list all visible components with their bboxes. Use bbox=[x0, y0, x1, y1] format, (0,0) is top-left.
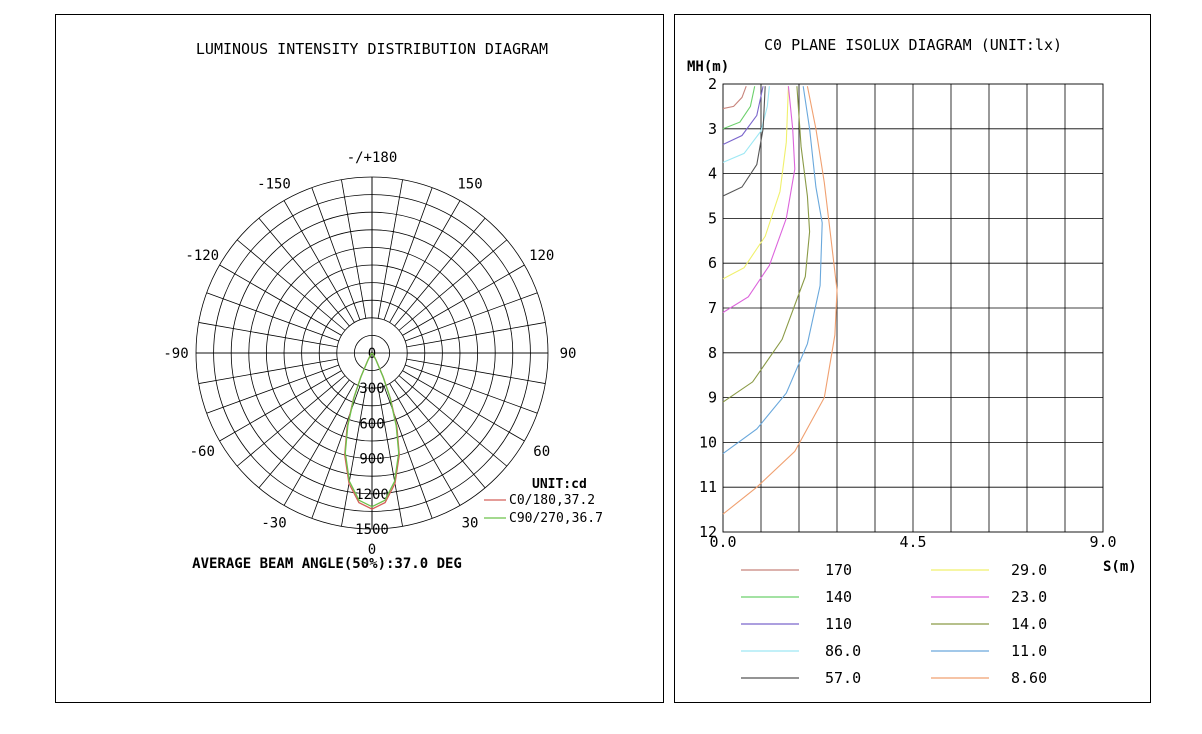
isolux-y-tick: 3 bbox=[707, 119, 717, 138]
polar-footer: AVERAGE BEAM ANGLE(50%):37.0 DEG bbox=[192, 556, 462, 572]
polar-angle-label: 90 bbox=[559, 346, 577, 362]
polar-grid-spoke bbox=[284, 383, 354, 505]
isolux-legend-label: 110 bbox=[825, 615, 853, 633]
polar-angle-label: -150 bbox=[257, 176, 291, 193]
isolux-xlabel: S(m) bbox=[1103, 559, 1137, 575]
polar-angle-label: -90 bbox=[163, 346, 189, 362]
polar-chart bbox=[56, 15, 665, 704]
isolux-y-tick: 5 bbox=[707, 209, 717, 228]
polar-grid-spoke bbox=[384, 188, 432, 320]
polar-grid-spoke bbox=[220, 265, 342, 335]
polar-grid-spoke bbox=[390, 201, 460, 323]
polar-grid-spoke bbox=[407, 322, 546, 346]
isolux-y-tick: 11 bbox=[698, 478, 717, 497]
isolux-panel bbox=[674, 14, 1151, 703]
polar-unit-label: UNIT:cd bbox=[532, 477, 587, 492]
isolux-contour-4 bbox=[723, 86, 769, 162]
polar-legend-entry: C90/270,36.7 bbox=[509, 511, 603, 526]
isolux-contour-7 bbox=[723, 86, 795, 312]
polar-title: LUMINOUS INTENSITY DISTRIBUTION DIAGRAM bbox=[195, 40, 549, 58]
polar-grid-spoke bbox=[378, 180, 402, 319]
polar-grid-spoke bbox=[237, 240, 345, 331]
polar-grid-spoke bbox=[402, 371, 524, 441]
isolux-y-tick: 9 bbox=[707, 388, 717, 407]
polar-angle-label: -120 bbox=[185, 248, 220, 264]
polar-grid-spoke bbox=[237, 376, 345, 467]
isolux-contour-1 bbox=[723, 86, 746, 108]
polar-grid-spoke bbox=[405, 365, 537, 413]
isolux-y-tick: 10 bbox=[698, 433, 717, 452]
polar-grid-spoke bbox=[399, 240, 507, 331]
polar-angle-label: -/+180 bbox=[346, 150, 398, 166]
isolux-y-tick: 8 bbox=[707, 343, 717, 362]
isolux-y-tick: 2 bbox=[707, 75, 717, 93]
isolux-legend-label: 8.60 bbox=[1011, 669, 1048, 687]
polar-grid-spoke bbox=[259, 218, 350, 326]
polar-grid-spoke bbox=[207, 293, 339, 341]
polar-grid-spoke bbox=[405, 293, 537, 341]
polar-angle-label: 60 bbox=[533, 444, 551, 460]
polar-grid-spoke bbox=[399, 376, 507, 467]
isolux-legend-label: 170 bbox=[825, 561, 853, 579]
isolux-x-tick: 4.5 bbox=[899, 533, 927, 551]
polar-angle-label: 150 bbox=[457, 176, 483, 193]
polar-angle-label: 0 bbox=[367, 542, 377, 558]
polar-grid-spoke bbox=[395, 380, 486, 488]
polar-radial-tick: 0 bbox=[367, 346, 377, 362]
polar-grid-spoke bbox=[402, 265, 524, 335]
isolux-y-tick: 6 bbox=[707, 254, 717, 273]
polar-grid-spoke bbox=[312, 188, 360, 320]
isolux-x-tick: 0.0 bbox=[709, 533, 737, 551]
isolux-contour-8 bbox=[723, 86, 810, 402]
isolux-x-tick: 9.0 bbox=[1089, 533, 1117, 551]
isolux-legend-label: 140 bbox=[825, 588, 853, 606]
isolux-legend-label: 57.0 bbox=[825, 669, 862, 687]
isolux-legend-label: 23.0 bbox=[1011, 588, 1048, 606]
isolux-y-tick: 4 bbox=[707, 164, 717, 183]
luminous-intensity-panel bbox=[55, 14, 664, 703]
polar-grid-spoke bbox=[207, 365, 339, 413]
isolux-legend-label: 14.0 bbox=[1011, 615, 1048, 633]
polar-grid-spoke bbox=[395, 218, 486, 326]
polar-grid-spoke bbox=[407, 359, 546, 383]
polar-radial-tick: 300 bbox=[359, 381, 385, 398]
polar-grid-spoke bbox=[390, 383, 460, 505]
polar-grid-spoke bbox=[284, 201, 354, 323]
polar-radial-tick: 600 bbox=[359, 416, 385, 433]
isolux-contour-10 bbox=[723, 86, 837, 514]
polar-radial-tick: 1500 bbox=[355, 522, 389, 538]
polar-grid-spoke bbox=[199, 322, 338, 346]
isolux-y-tick: 12 bbox=[698, 523, 717, 541]
isolux-legend-label: 29.0 bbox=[1011, 561, 1048, 579]
polar-angle-label: 30 bbox=[461, 515, 479, 532]
isolux-chart bbox=[675, 15, 1152, 704]
polar-legend-entry: C0/180,37.2 bbox=[509, 493, 596, 508]
polar-grid-spoke bbox=[259, 380, 350, 488]
polar-grid-spoke bbox=[220, 371, 342, 441]
polar-grid-spoke bbox=[199, 359, 338, 383]
polar-angle-label: -60 bbox=[189, 444, 215, 460]
isolux-contour-6 bbox=[723, 86, 788, 279]
isolux-y-tick: 7 bbox=[707, 299, 717, 317]
polar-radial-tick: 900 bbox=[359, 451, 385, 468]
polar-angle-label: 120 bbox=[529, 248, 555, 264]
isolux-legend-label: 86.0 bbox=[825, 642, 862, 660]
isolux-ylabel: MH(m) bbox=[687, 59, 730, 75]
polar-radial-tick: 1200 bbox=[355, 486, 389, 503]
polar-grid-spoke bbox=[341, 180, 365, 319]
isolux-title: C0 PLANE ISOLUX DIAGRAM (UNIT:lx) bbox=[763, 36, 1063, 54]
polar-angle-label: -30 bbox=[261, 515, 287, 532]
isolux-contour-9 bbox=[723, 86, 822, 453]
isolux-legend-label: 11.0 bbox=[1011, 642, 1048, 660]
